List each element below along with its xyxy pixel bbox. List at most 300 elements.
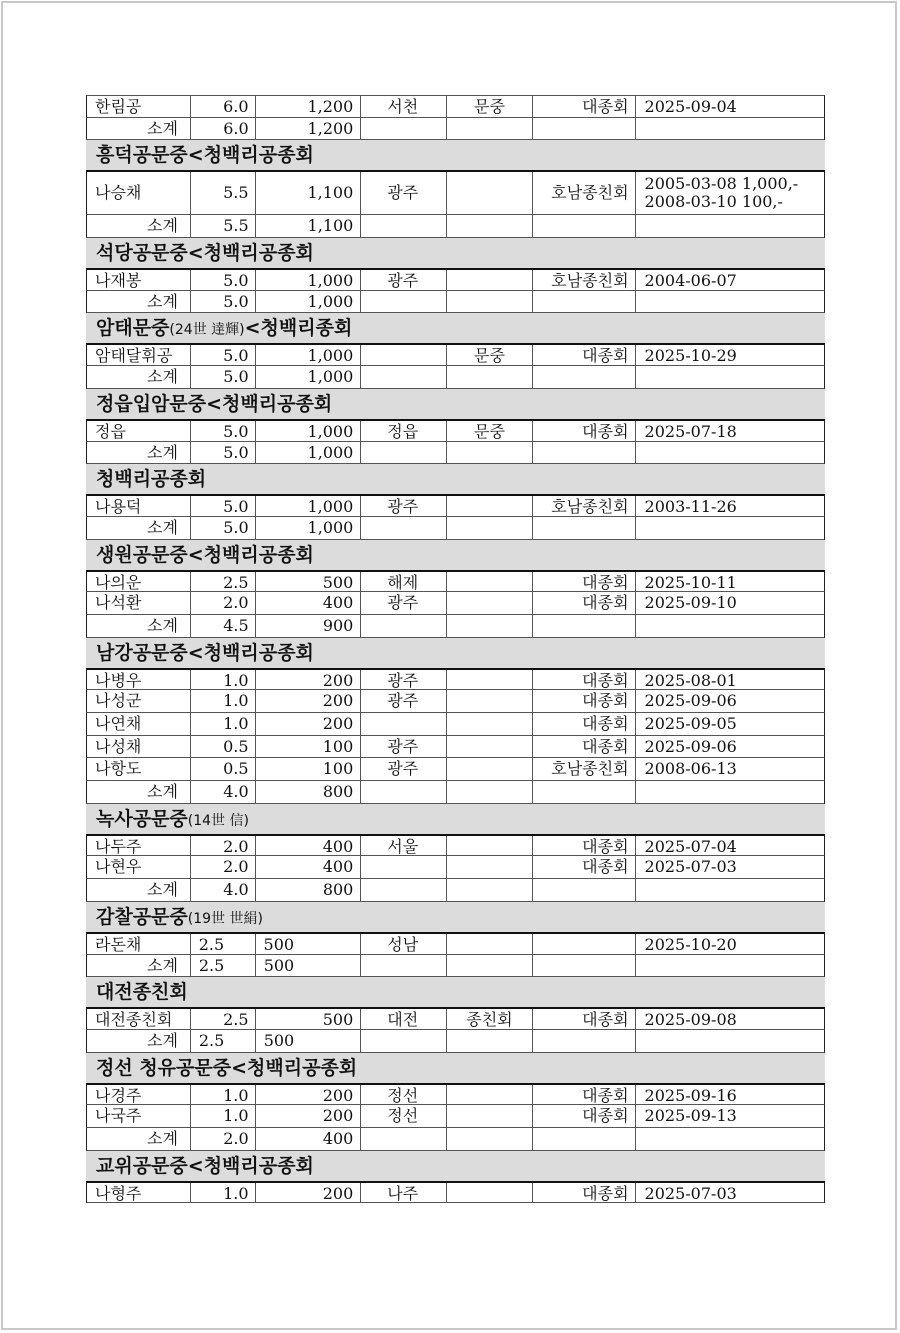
donor-date-2: 2008-03-10 100,-: [644, 192, 783, 212]
group-note: (19世 世絹): [187, 910, 263, 927]
group-title: 정선 청유공문중<청백리공종회: [96, 1056, 358, 1079]
group-title-suffix: <청백리종회: [244, 317, 353, 340]
donor-org: 대종회: [533, 1105, 636, 1127]
subtotal-qty: 6.0: [191, 118, 256, 140]
group-header: [86, 1151, 825, 1181]
donor-region: 광주: [361, 172, 447, 214]
table-row: [86, 668, 825, 691]
donor-name: 나형주: [87, 1183, 191, 1203]
group-header: [86, 238, 825, 268]
donor-dates: [636, 172, 824, 214]
subtotal-qty: 5.0: [191, 366, 256, 388]
subtotal-row: [86, 1030, 825, 1053]
donor-org: 대종회: [533, 736, 636, 758]
empty-cell: [361, 1030, 447, 1052]
empty-cell: [636, 1030, 824, 1052]
group-header: [86, 389, 825, 419]
group-header: [86, 540, 825, 570]
donor-qty: 1.0: [191, 670, 256, 690]
subtotal-row: [86, 366, 825, 389]
donor-date: 2025-10-11: [644, 572, 737, 592]
empty-cell: [533, 215, 636, 237]
donor-date: 2025-07-04: [644, 836, 737, 856]
subtotal-amount: 1,000: [256, 291, 362, 313]
table-row: [86, 736, 825, 759]
donor-org: 대종회: [533, 345, 636, 365]
donor-qty: 1.0: [191, 1183, 256, 1203]
subtotal-amount: 1,000: [256, 517, 362, 539]
subtotal-qty: 4.0: [191, 879, 256, 901]
group-title: 석당공문중<청백리공종회: [96, 242, 314, 265]
donor-org: 대종회: [533, 96, 636, 117]
donor-name: 나용덕: [87, 496, 191, 516]
group-title: 감찰공문중: [96, 905, 188, 928]
donor-type: [447, 572, 533, 592]
donor-group: [86, 389, 825, 464]
table-row: [86, 592, 825, 615]
donor-region: [361, 856, 447, 878]
donor-date: 2008-06-13: [644, 759, 737, 779]
donor-name: 나성채: [87, 736, 191, 758]
group-header: [86, 1053, 825, 1083]
subtotal-qty: 4.0: [191, 781, 256, 803]
donor-qty: 0.5: [191, 758, 256, 780]
subtotal-qty: 2.0: [191, 1128, 256, 1150]
donor-type: [447, 856, 533, 878]
empty-cell: [636, 955, 824, 977]
donor-qty: 2.0: [191, 856, 256, 878]
donor-group: [86, 902, 825, 977]
empty-cell: [636, 118, 824, 140]
donor-name: 나현우: [87, 856, 191, 878]
empty-cell: [636, 442, 824, 464]
table-row: [86, 343, 825, 366]
donor-type: [447, 1183, 533, 1203]
donor-date: 2025-09-06: [644, 691, 737, 711]
donor-region: 광주: [361, 736, 447, 758]
subtotal-qty: 5.0: [191, 442, 256, 464]
donor-date: 2004-06-07: [644, 271, 737, 290]
donor-name: 암태달휘공: [87, 345, 191, 365]
donor-group: [86, 313, 825, 388]
donor-amount: 1,000: [256, 421, 362, 441]
empty-cell: [361, 879, 447, 901]
group-title: 대전종친회: [96, 981, 188, 1004]
empty-cell: [533, 1128, 636, 1150]
donor-qty: 1.0: [191, 1085, 256, 1105]
donor-amount: 200: [256, 1085, 362, 1105]
donor-org: 대종회: [533, 690, 636, 712]
donor-name: 나성군: [87, 690, 191, 712]
donor-date: 2003-11-26: [644, 497, 737, 516]
donor-qty: 2.0: [191, 592, 256, 614]
donor-org: 호남종친회: [533, 758, 636, 780]
empty-cell: [636, 615, 824, 637]
empty-cell: [636, 781, 824, 803]
donor-date: 2025-09-13: [644, 1106, 737, 1126]
group-header: [86, 140, 825, 170]
group-note: (24世 達輝): [169, 322, 245, 339]
donor-name: 나경주: [87, 1085, 191, 1105]
donor-date: 2025-10-29: [644, 346, 737, 366]
group-title: 흥덕공문중<청백리공종회: [96, 144, 314, 167]
subtotal-amount: 1,100: [256, 215, 362, 237]
subtotal-amount: 900: [256, 615, 362, 637]
donor-amount: 400: [256, 592, 362, 614]
empty-cell: [361, 955, 447, 977]
subtotal-label: 소계: [87, 517, 191, 539]
group-header: [86, 804, 825, 834]
donor-date: 2025-07-18: [644, 421, 737, 441]
donor-region: 나주: [361, 1183, 447, 1203]
subtotal-row: [86, 291, 825, 314]
donor-date: 2025-09-08: [644, 1010, 737, 1029]
donor-qty: 1.0: [191, 690, 256, 712]
donor-amount: 400: [256, 836, 362, 856]
donor-name: 라돈채: [87, 934, 191, 954]
donor-type: [447, 758, 533, 780]
empty-cell: [533, 118, 636, 140]
group-header: [86, 902, 825, 932]
group-header: [86, 313, 825, 343]
donor-date: 2005-03-08 1,000,-: [644, 174, 799, 194]
donor-region: 정읍: [361, 421, 447, 441]
donor-date: 2025-07-03: [644, 1183, 737, 1203]
table-row: [86, 95, 825, 118]
empty-cell: [361, 291, 447, 313]
donor-region: 성남: [361, 934, 447, 954]
subtotal-amount: 1,000: [256, 442, 362, 464]
donor-qty: 5.0: [191, 421, 256, 441]
donor-name: 대전종친회: [87, 1009, 191, 1029]
donor-qty: 2.0: [191, 836, 256, 856]
donor-type: [447, 1085, 533, 1105]
subtotal-qty: 2.5: [191, 1030, 256, 1052]
group-title: 정읍입암문중<청백리공종회: [96, 392, 333, 415]
subtotal-row: [86, 615, 825, 638]
donor-name: 나석환: [87, 592, 191, 614]
donor-type: 문중: [447, 421, 533, 441]
donor-date: 2025-09-10: [644, 593, 737, 613]
empty-cell: [447, 1030, 533, 1052]
donor-amount: 200: [256, 690, 362, 712]
donor-date: 2025-09-16: [644, 1085, 737, 1105]
subtotal-qty: 4.5: [191, 615, 256, 637]
donor-org: 대종회: [533, 1085, 636, 1105]
empty-cell: [447, 517, 533, 539]
empty-cell: [447, 879, 533, 901]
subtotal-row: [86, 118, 825, 141]
subtotal-label: 소계: [87, 955, 191, 977]
donor-org: 대종회: [533, 713, 636, 735]
donor-date: 2025-09-05: [644, 714, 737, 733]
table-row: [86, 758, 825, 781]
empty-cell: [533, 517, 636, 539]
donor-type: [447, 934, 533, 954]
donor-name: 정읍: [87, 421, 191, 441]
donor-region: 서천: [361, 96, 447, 117]
donor-region: [361, 713, 447, 735]
donor-region: 광주: [361, 270, 447, 290]
donor-type: 종친회: [447, 1009, 533, 1029]
group-title: 교위공문중<청백리공종회: [96, 1154, 314, 1177]
donor-name: 나국주: [87, 1105, 191, 1127]
empty-cell: [533, 291, 636, 313]
donor-org: 호남종친회: [533, 172, 636, 214]
table-row: [86, 690, 825, 713]
empty-cell: [361, 118, 447, 140]
donor-name: 나두주: [87, 836, 191, 856]
donor-group: [86, 1151, 825, 1204]
empty-cell: [533, 781, 636, 803]
donor-amount: 500: [256, 1009, 362, 1029]
group-title: 녹사공문중: [96, 807, 188, 830]
donor-qty: 0.5: [191, 736, 256, 758]
donor-qty: 2.5: [191, 934, 256, 954]
subtotal-label: 소계: [87, 215, 191, 237]
donor-date: 2025-09-04: [644, 97, 737, 116]
donor-org: 대종회: [533, 670, 636, 690]
group-title: 생원공문중<청백리공종회: [96, 543, 314, 566]
empty-cell: [533, 442, 636, 464]
subtotal-label: 소계: [87, 1128, 191, 1150]
empty-cell: [447, 118, 533, 140]
donor-region: 광주: [361, 758, 447, 780]
table-row: [86, 1105, 825, 1128]
donor-qty: 1.0: [191, 713, 256, 735]
subtotal-label: 소계: [87, 1030, 191, 1052]
donor-region: 서울: [361, 836, 447, 856]
donor-type: [447, 496, 533, 516]
donor-amount: 200: [256, 1105, 362, 1127]
donor-name: 나항도: [87, 758, 191, 780]
donor-amount: 500: [256, 572, 362, 592]
donor-qty: 5.0: [191, 270, 256, 290]
table-row: [86, 856, 825, 879]
donor-qty: 5.0: [191, 496, 256, 516]
empty-cell: [636, 291, 824, 313]
donor-amount: 1,000: [256, 345, 362, 365]
empty-cell: [533, 879, 636, 901]
empty-cell: [361, 517, 447, 539]
group-header: [86, 464, 825, 494]
subtotal-qty: 5.5: [191, 215, 256, 237]
donor-type: [447, 270, 533, 290]
donor-region: 해제: [361, 572, 447, 592]
empty-cell: [447, 366, 533, 388]
subtotal-row: [86, 955, 825, 978]
donor-region: 대전: [361, 1009, 447, 1029]
donor-group: [86, 238, 825, 313]
empty-cell: [361, 442, 447, 464]
donor-region: 광주: [361, 592, 447, 614]
donor-name: 나승채: [87, 172, 191, 214]
donor-org: 대종회: [533, 592, 636, 614]
empty-cell: [361, 1128, 447, 1150]
group-title: 남강공문중<청백리공종회: [96, 641, 314, 664]
subtotal-amount: 800: [256, 879, 362, 901]
subtotal-row: [86, 442, 825, 465]
donor-type: [447, 736, 533, 758]
group-title: 청백리공종회: [96, 468, 207, 491]
empty-cell: [533, 366, 636, 388]
donor-region: 광주: [361, 670, 447, 690]
donor-name: 나의운: [87, 572, 191, 592]
table-row: [86, 570, 825, 593]
table-row: [86, 713, 825, 736]
table-row: [86, 1181, 825, 1204]
subtotal-qty: 5.0: [191, 517, 256, 539]
empty-cell: [447, 615, 533, 637]
donor-group: [86, 140, 825, 238]
empty-cell: [447, 442, 533, 464]
empty-cell: [361, 781, 447, 803]
subtotal-label: 소계: [87, 879, 191, 901]
subtotal-amount: 800: [256, 781, 362, 803]
empty-cell: [636, 879, 824, 901]
table-row: [86, 1083, 825, 1106]
donor-name: 나재봉: [87, 270, 191, 290]
empty-cell: [447, 215, 533, 237]
subtotal-row: [86, 1128, 825, 1151]
group-header: [86, 977, 825, 1007]
donor-amount: 200: [256, 713, 362, 735]
donor-type: 문중: [447, 345, 533, 365]
donor-region: 광주: [361, 496, 447, 516]
empty-cell: [361, 615, 447, 637]
donor-org: 대종회: [533, 421, 636, 441]
donor-group: [86, 1053, 825, 1151]
donor-region: 정선: [361, 1105, 447, 1127]
subtotal-label: 소계: [87, 442, 191, 464]
donor-org: 대종회: [533, 836, 636, 856]
subtotal-amount: 500: [256, 955, 362, 977]
subtotal-qty: 2.5: [191, 955, 256, 977]
donor-name: 나연채: [87, 713, 191, 735]
empty-cell: [447, 955, 533, 977]
group-title: 암태문중: [96, 317, 170, 340]
table-row: [86, 1007, 825, 1030]
subtotal-label: 소계: [87, 615, 191, 637]
donor-region: 광주: [361, 690, 447, 712]
subtotal-label: 소계: [87, 291, 191, 313]
donor-amount: 1,200: [256, 96, 362, 117]
donor-group: [86, 804, 825, 902]
donor-org: 대종회: [533, 1183, 636, 1203]
donor-date: 2025-10-20: [644, 934, 737, 954]
subtotal-qty: 5.0: [191, 291, 256, 313]
subtotal-amount: 1,200: [256, 118, 362, 140]
empty-cell: [636, 517, 824, 539]
donor-qty: 5.0: [191, 345, 256, 365]
donor-region: [361, 345, 447, 365]
donor-type: [447, 836, 533, 856]
empty-cell: [533, 615, 636, 637]
donor-name: 한림공: [87, 96, 191, 117]
donor-date: 2025-09-06: [644, 736, 737, 756]
donor-amount: 100: [256, 758, 362, 780]
donor-org: 호남종친회: [533, 270, 636, 290]
donor-org: 대종회: [533, 856, 636, 878]
donor-amount: 500: [256, 934, 362, 954]
donor-org: [533, 934, 636, 954]
subtotal-amount: 1,000: [256, 366, 362, 388]
empty-cell: [361, 215, 447, 237]
subtotal-label: 소계: [87, 781, 191, 803]
empty-cell: [447, 781, 533, 803]
empty-cell: [533, 1030, 636, 1052]
donor-group: [86, 977, 825, 1052]
table-row: [86, 932, 825, 955]
donor-qty: 2.5: [191, 572, 256, 592]
donor-group: [86, 540, 825, 638]
donor-amount: 1,000: [256, 270, 362, 290]
donor-type: [447, 592, 533, 614]
table-row: [86, 834, 825, 857]
donor-type: [447, 1105, 533, 1127]
donor-qty: 2.5: [191, 1009, 256, 1029]
subtotal-label: 소계: [87, 366, 191, 388]
donor-amount: 1,000: [256, 496, 362, 516]
donor-date: 2025-07-03: [644, 857, 737, 877]
donor-org: 호남종친회: [533, 496, 636, 516]
donor-qty: 5.5: [191, 172, 256, 214]
empty-cell: [447, 1128, 533, 1150]
subtotal-label: 소계: [87, 118, 191, 140]
empty-cell: [533, 955, 636, 977]
donation-ledger-table: [86, 95, 825, 1203]
subtotal-amount: 400: [256, 1128, 362, 1150]
donor-amount: 400: [256, 856, 362, 878]
donor-amount: 1,100: [256, 172, 362, 214]
empty-cell: [636, 1128, 824, 1150]
subtotal-row: [86, 879, 825, 902]
donor-type: [447, 713, 533, 735]
donor-qty: 6.0: [191, 96, 256, 117]
donor-type: [447, 690, 533, 712]
donor-amount: 200: [256, 1183, 362, 1203]
group-header: [86, 638, 825, 668]
subtotal-row: [86, 517, 825, 540]
empty-cell: [361, 366, 447, 388]
donor-amount: 200: [256, 670, 362, 690]
subtotal-row: [86, 781, 825, 804]
donor-group: [86, 95, 825, 140]
donor-group: [86, 638, 825, 804]
subtotal-amount: 500: [256, 1030, 362, 1052]
table-row: [86, 494, 825, 517]
donor-type: [447, 670, 533, 690]
donor-org: 대종회: [533, 1009, 636, 1029]
donor-date: 2025-08-01: [644, 670, 737, 690]
donor-qty: 1.0: [191, 1105, 256, 1127]
donor-type: [447, 172, 533, 214]
table-row: [86, 170, 825, 215]
donor-org: 대종회: [533, 572, 636, 592]
donor-type: 문중: [447, 96, 533, 117]
donor-amount: 100: [256, 736, 362, 758]
group-note: (14世 信): [187, 812, 249, 829]
empty-cell: [447, 291, 533, 313]
donor-region: 정선: [361, 1085, 447, 1105]
table-row: [86, 419, 825, 442]
table-row: [86, 268, 825, 291]
subtotal-row: [86, 215, 825, 238]
empty-cell: [636, 215, 824, 237]
empty-cell: [636, 366, 824, 388]
donor-group: [86, 464, 825, 539]
donor-name: 나병우: [87, 670, 191, 690]
